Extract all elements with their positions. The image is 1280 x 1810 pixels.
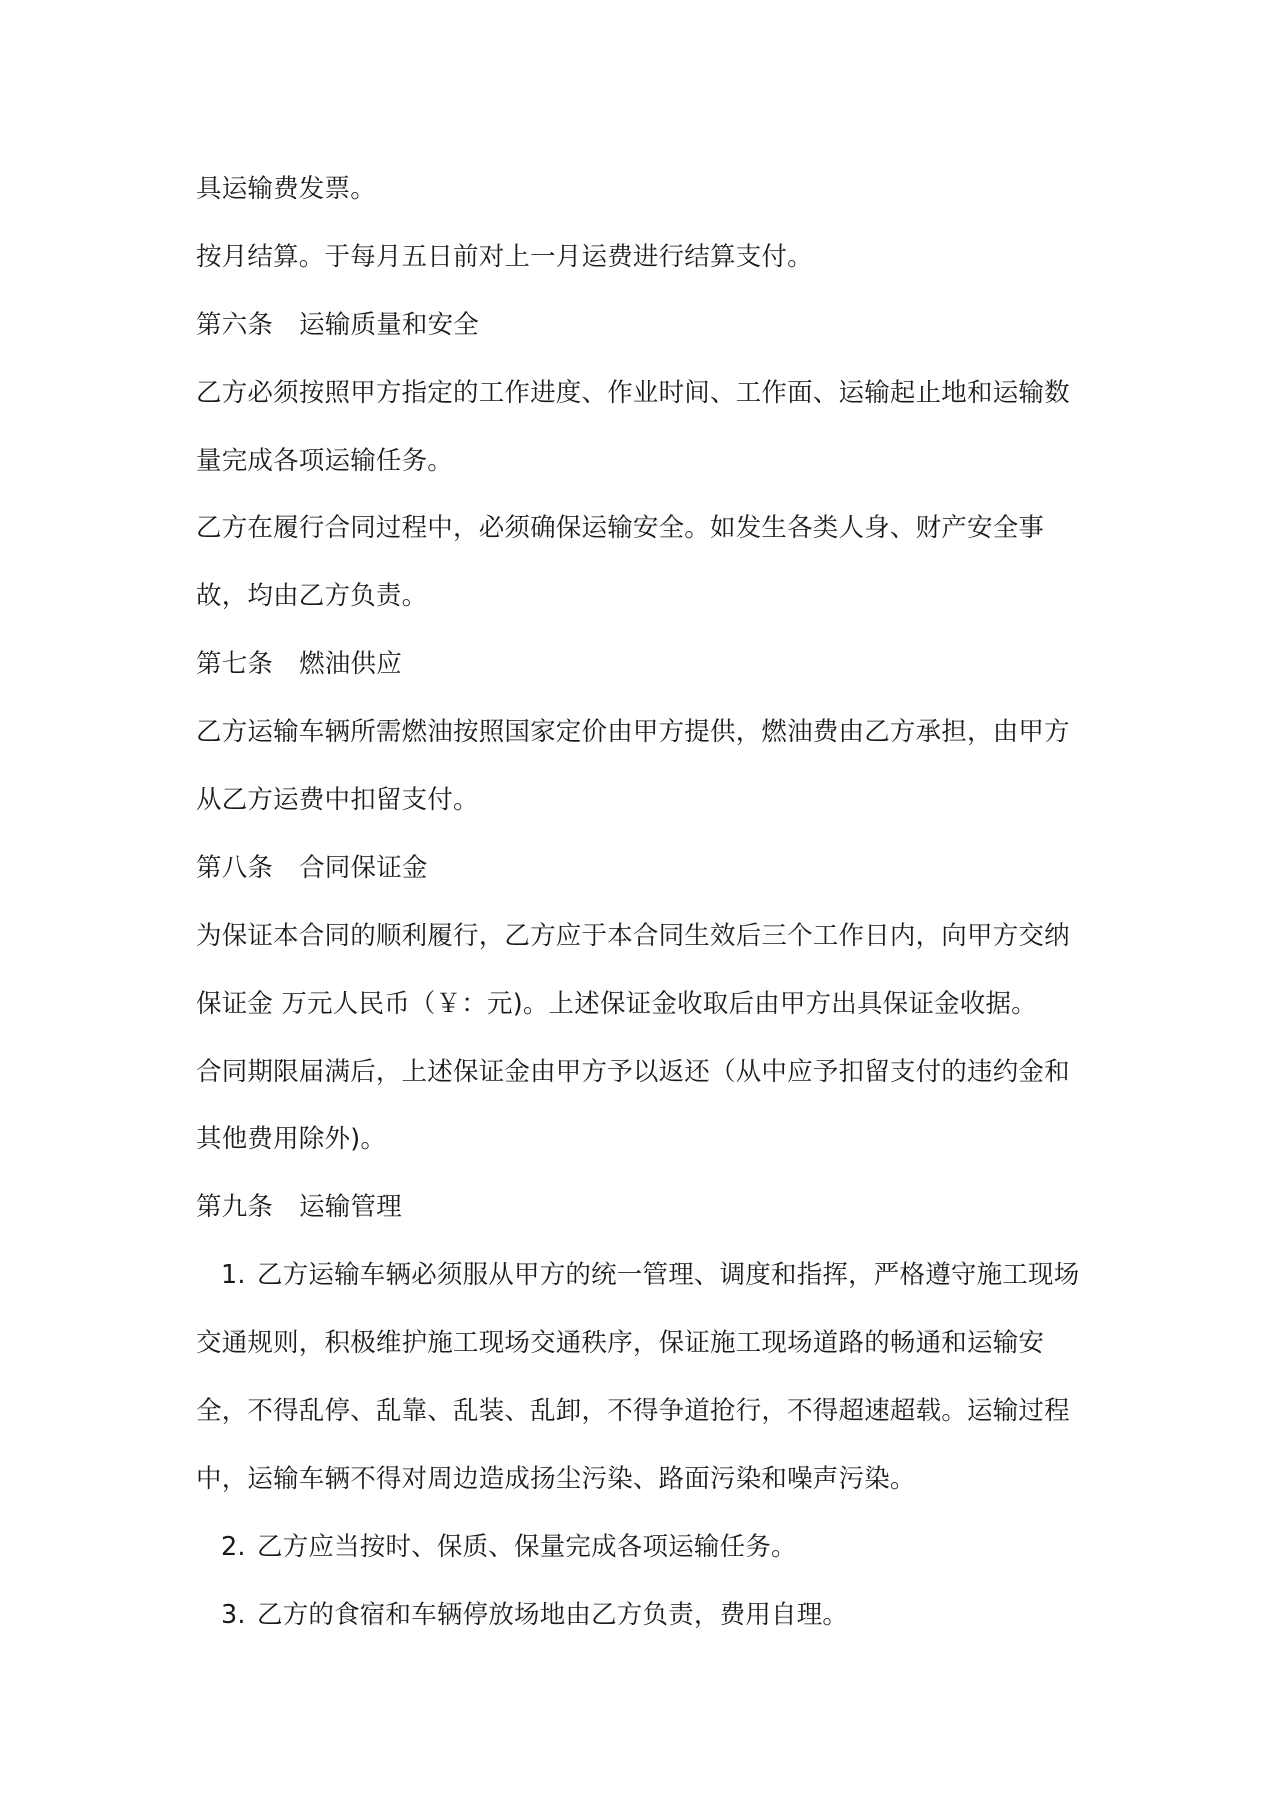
article-number: 第九条 xyxy=(196,1192,274,1223)
list-text: 乙方的食宿和车辆停放场地由乙方负责，费用自理。 xyxy=(257,1599,849,1630)
paragraph-line: 乙方运输车辆所需燃油按照国家定价由甲方提供，燃油费由乙方承担，由甲方 xyxy=(196,717,1070,748)
paragraph-line: 合同期限届满后，上述保证金由甲方予以返还（从中应予扣留支付的违约金和 xyxy=(196,1056,1070,1087)
article-heading xyxy=(196,1174,1096,1242)
list-number: 1. xyxy=(221,1260,246,1291)
paragraph-line: 中，运输车辆不得对周边造成扬尘污染、路面污染和噪声污染。 xyxy=(196,1463,916,1494)
list-number: 2. xyxy=(221,1531,246,1562)
article-heading xyxy=(196,835,1096,903)
article-heading xyxy=(196,292,1096,360)
list-item xyxy=(196,1582,1096,1650)
paragraph-line: 保证金 万元人民币（￥：元)。上述保证金收取后由甲方出具保证金收据。 xyxy=(196,988,1037,1019)
article-title: 运输质量和安全 xyxy=(299,309,480,340)
paragraph-line: 按月结算。于每月五日前对上一月运费进行结算支付。 xyxy=(196,241,813,272)
paragraph-line: 量完成各项运输任务。 xyxy=(196,445,454,476)
list-number: 3. xyxy=(221,1599,246,1630)
list-item xyxy=(196,1242,1096,1310)
paragraph-line: 为保证本合同的顺利履行，乙方应于本合同生效后三个工作日内，向甲方交纳 xyxy=(196,920,1070,951)
article-title: 燃油供应 xyxy=(299,649,402,680)
list-item xyxy=(196,1514,1096,1582)
paragraph-line: 具运输费发票。 xyxy=(196,174,376,204)
list-text: 乙方应当按时、保质、保量完成各项运输任务。 xyxy=(257,1531,797,1562)
article-number: 第七条 xyxy=(196,649,274,680)
paragraph-line: 故，均由乙方负责。 xyxy=(196,581,428,612)
paragraph-line: 其他费用除外)。 xyxy=(196,1124,387,1155)
list-text: 乙方运输车辆必须服从甲方的统一管理、调度和指挥，严格遵守施工现场 xyxy=(257,1260,1080,1291)
article-title: 运输管理 xyxy=(299,1192,402,1223)
article-number: 第六条 xyxy=(196,309,274,340)
article-number: 第八条 xyxy=(196,852,274,883)
paragraph-line: 全，不得乱停、乱靠、乱装、乱卸，不得争道抢行，不得超速超载。运输过程 xyxy=(196,1396,1070,1427)
article-title: 合同保证金 xyxy=(299,852,428,883)
paragraph-line: 乙方必须按照甲方指定的工作进度、作业时间、工作面、运输起止地和运输数 xyxy=(196,377,1070,408)
paragraph-line: 从乙方运费中扣留支付。 xyxy=(196,785,479,816)
paragraph-line: 交通规则，积极维护施工现场交通秩序，保证施工现场道路的畅通和运输安 xyxy=(196,1328,1045,1359)
paragraph-line: 乙方在履行合同过程中，必须确保运输安全。如发生各类人身、财产安全事 xyxy=(196,513,1045,544)
article-heading xyxy=(196,631,1096,699)
document-page xyxy=(196,156,1096,1650)
